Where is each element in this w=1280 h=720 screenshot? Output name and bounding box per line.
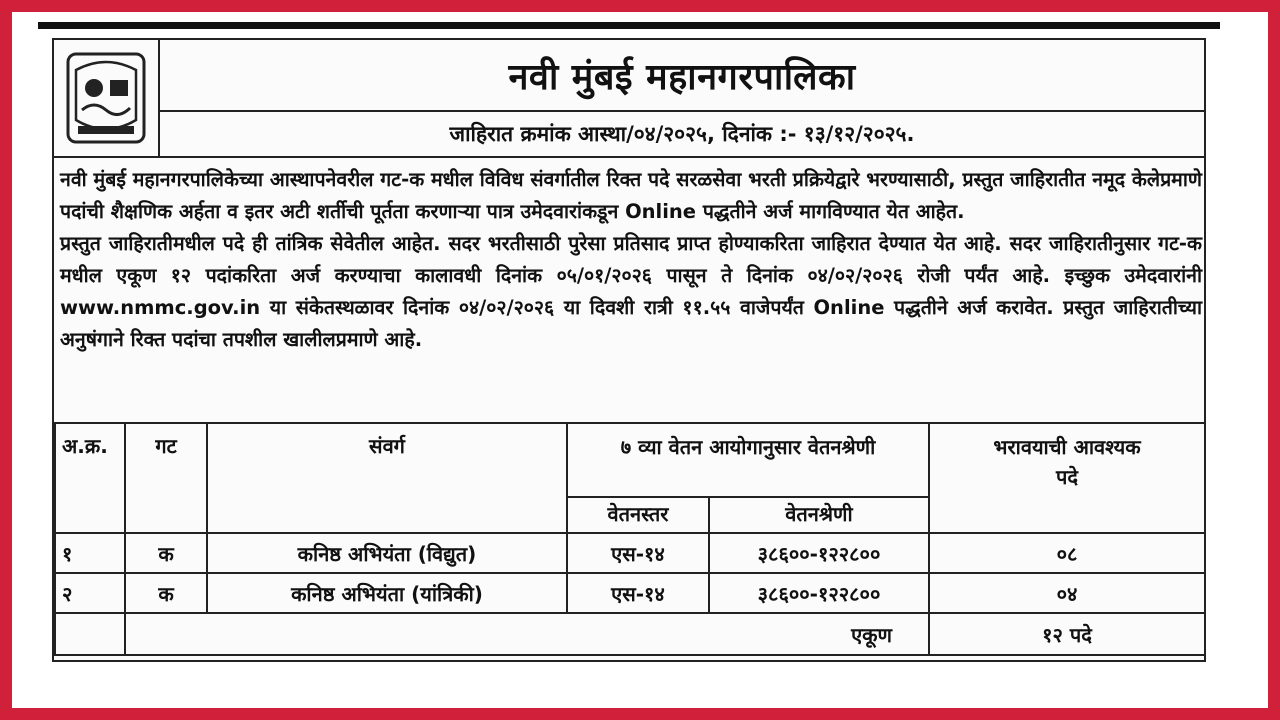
header-pay-commission: ७ व्या वेतन आयोगानुसार वेतनश्रेणी [567, 423, 929, 497]
header-pay-scale: वेतनश्रेणी [709, 497, 929, 533]
cell-pay-level: एस-१४ [567, 533, 709, 573]
header-sr: अ.क्र. [55, 423, 125, 533]
cell-pay-scale: ३८६००-१२२८०० [709, 533, 929, 573]
header-cadre: संवर्ग [207, 423, 567, 533]
page-title: नवी मुंबई महानगरपालिका [160, 40, 1204, 112]
cell-cadre: कनिष्ठ अभियंता (विद्युत) [207, 533, 567, 573]
table-row [55, 533, 1205, 573]
top-rule [38, 22, 1220, 29]
cell-group: क [125, 533, 207, 573]
advertisement-body [60, 164, 1202, 356]
total-value: १२ पदे [929, 613, 1205, 655]
cell-posts: ०४ [929, 573, 1205, 613]
table-row [55, 573, 1205, 613]
cell-pay-scale: ३८६००-१२२८०० [709, 573, 929, 613]
total-row [55, 613, 1205, 655]
cell-sr: २ [55, 573, 125, 613]
paragraph-intro: नवी मुंबई महानगरपालिकेच्या आस्थापनेवरील गट-क मधील विविध संवर्गातील रिक्त पदे सरळसेवा भरती प्रक्रियेद्वारे भरण्यासाठी, प्रस्तुत जाहिरातीत नमूद केलेप्रमाणे पदांची शैक्षणिक अर्हता व इतर अटी शर्तीची पूर्तता करणाऱ्या पात्र उमेदवारांकडून Online पद्धतीने अर्ज मागविण्यात येत आहेत. [60, 168, 1202, 223]
cell-posts: ०८ [929, 533, 1205, 573]
logo-cell [54, 40, 160, 156]
cell-group: क [125, 573, 207, 613]
paragraph-details: प्रस्तुत जाहिरातीमधील पदे ही तांत्रिक सेवेतील आहेत. सदर भरतीसाठी पुरेसा प्रतिसाद प्राप्त होण्याकरिता जाहिरात देण्यात येत आहे. सदर जाहिरातीनुसार गट-क मधील एकूण १२ पदांकरिता अर्ज करण्याचा कालावधी दिनांक ०५/०१/२०२६ पासून ते दिनांक ०४/०२/२०२६ रोजी पर्यंत आहे. इच्छुक उमेदवारांनी www.nmmc.gov.in या संकेतस्थळावर दिनांक ०४/०२/२०२६ या दिवशी रात्री ११.५५ वाजेपर्यंत Online पद्धतीने अर्ज करावेत. प्रस्तुत जाहिरातीच्या अनुषंगाने रिक्त पदांचा तपशील खालीलप्रमाणे आहे. [60, 232, 1202, 351]
cell-pay-level: एस-१४ [567, 573, 709, 613]
vacancy-table [54, 422, 1206, 656]
advertisement-number: जाहिरात क्रमांक आस्था/०४/२०२५, दिनांक :- १३/१२/२०२५. [449, 122, 915, 146]
header-posts: भरावयाची आवश्यक पदे [929, 423, 1205, 533]
advertisement-sheet [52, 38, 1206, 662]
vacancy-table-wrap [54, 422, 1204, 656]
cell-cadre: कनिष्ठ अभियंता (यांत्रिकी) [207, 573, 567, 613]
header [54, 40, 1204, 158]
nmmc-emblem-icon [64, 50, 148, 146]
cell-empty [55, 613, 125, 655]
cell-sr: १ [55, 533, 125, 573]
header-group: गट [125, 423, 207, 533]
total-label: एकूण [125, 613, 929, 655]
header-pay-level: वेतनस्तर [567, 497, 709, 533]
